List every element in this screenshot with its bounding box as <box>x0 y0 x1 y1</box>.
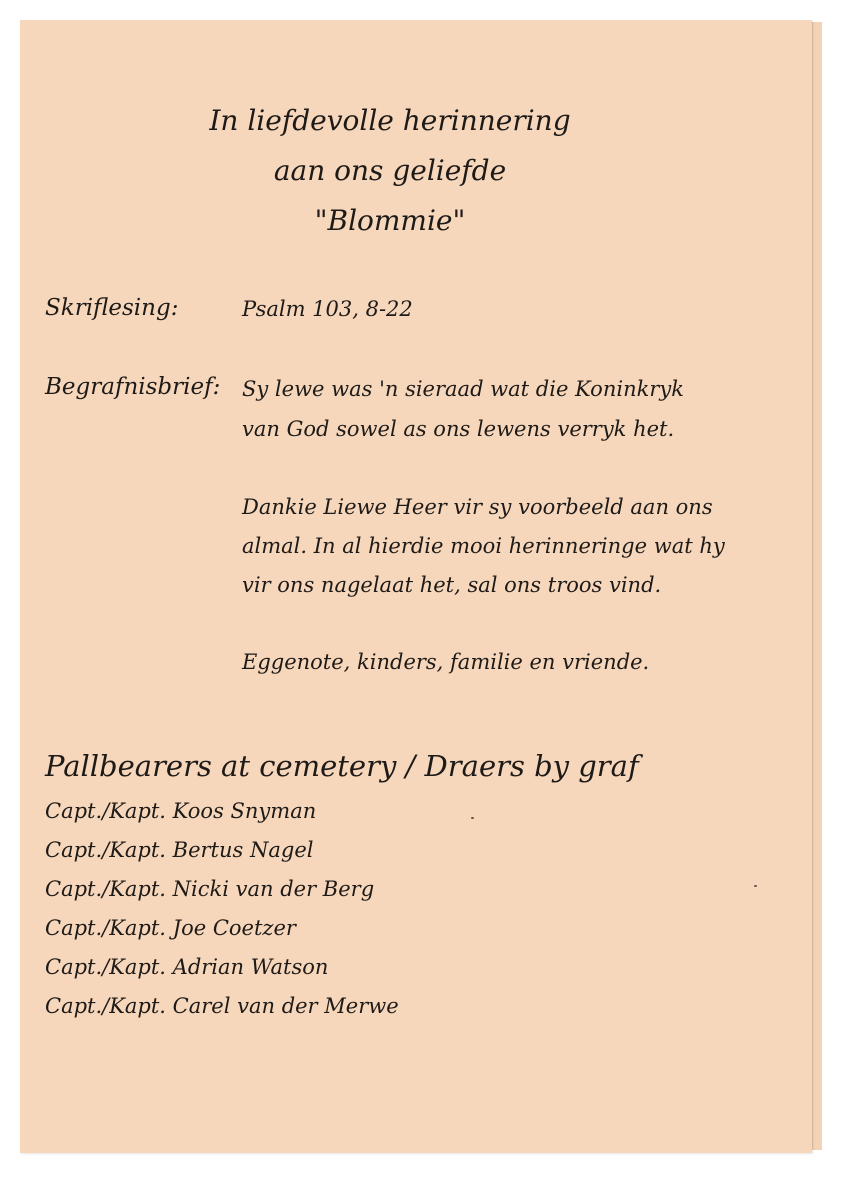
letter-label: Begrafnisbrief: <box>45 374 221 400</box>
pallbearer-item: Capt./Kapt. Bertus Nagel <box>45 838 314 862</box>
pallbearer-item: Capt./Kapt. Adrian Watson <box>45 955 329 979</box>
pallbearer-item: Capt./Kapt. Carel van der Merwe <box>45 994 399 1018</box>
memorial-page <box>20 20 812 1153</box>
letter-paragraph-1-line-2: van God sowel as ons lewens verryk het. <box>242 417 675 441</box>
letter-paragraph-2-line-1: Dankie Liewe Heer vir sy voorbeeld aan ons <box>242 495 713 519</box>
page-fold-edge <box>812 22 822 1150</box>
letter-paragraph-2-line-2: almal. In al hierdie mooi herinneringe wat hy <box>242 534 725 558</box>
reading-label: Skriflesing: <box>45 295 179 321</box>
heading-line-1: In liefdevolle herinnering <box>209 104 571 137</box>
pallbearer-item: Capt./Kapt. Joe Coetzer <box>45 916 296 940</box>
pallbearer-item: Capt./Kapt. Koos Snyman <box>45 799 317 823</box>
pallbearer-item: Capt./Kapt. Nicki van der Berg <box>45 877 375 901</box>
pallbearers-list <box>45 792 399 1026</box>
paper-speck <box>471 817 474 819</box>
letter-signature: Eggenote, kinders, familie en vriende. <box>242 650 650 674</box>
heading-line-2: aan ons geliefde <box>273 154 507 187</box>
pallbearers-heading: Pallbearers at cemetery / Draers by graf <box>45 749 639 783</box>
reading-text: Psalm 103, 8-22 <box>242 297 413 321</box>
heading-line-3: "Blommie" <box>314 204 466 237</box>
letter-paragraph-1-line-1: Sy lewe was 'n sieraad wat die Koninkryk <box>242 377 684 401</box>
letter-paragraph-2-line-3: vir ons nagelaat het, sal ons troos vind. <box>242 573 662 597</box>
paper-speck <box>754 885 757 887</box>
